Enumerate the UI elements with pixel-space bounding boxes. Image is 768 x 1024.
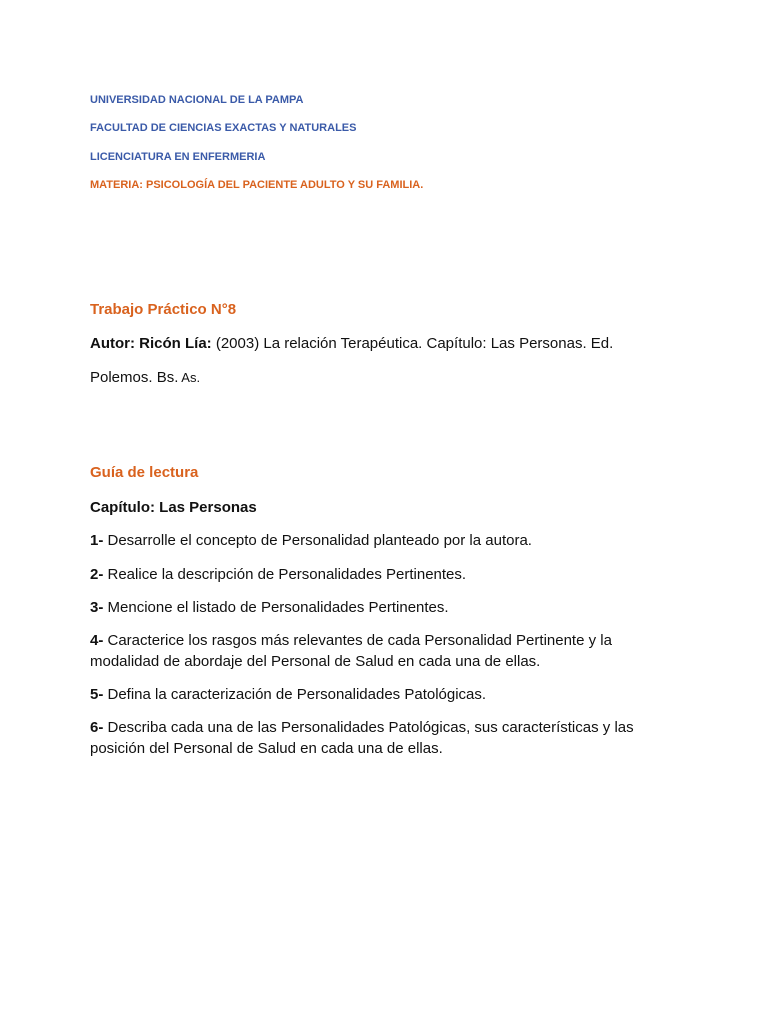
question-text: Realice la descripción de Personalidades Pertinentes. bbox=[103, 566, 467, 583]
question-number: 3- bbox=[90, 599, 104, 616]
question-text: Describa cada una de las Personalidades Patológicas, sus características y las posición del Personal de Salud en cada una de ellas. bbox=[90, 719, 634, 757]
question-item bbox=[90, 530, 650, 551]
publisher-line bbox=[90, 367, 650, 388]
question-item bbox=[90, 630, 650, 672]
question-item bbox=[90, 684, 650, 705]
question-number: 5- bbox=[90, 686, 104, 703]
author-label: Autor: Ricón Lía: bbox=[90, 335, 212, 352]
author-text: (2003) La relación Terapéutica. Capítulo: Las Personas. Ed. bbox=[211, 335, 614, 352]
publisher-text: Polemos. Bs. bbox=[90, 369, 179, 386]
faculty-name: FACULTAD DE CIENCIAS EXACTAS Y NATURALES bbox=[90, 122, 357, 134]
question-item bbox=[90, 717, 650, 759]
degree-name: LICENCIATURA EN ENFERMERIA bbox=[90, 151, 266, 163]
question-number: 2- bbox=[90, 566, 104, 583]
practical-title: Trabajo Práctico N°8 bbox=[90, 301, 237, 318]
question-item bbox=[90, 597, 650, 618]
question-number: 1- bbox=[90, 532, 104, 549]
question-text: Defina la caracterización de Personalidades Patológicas. bbox=[103, 686, 487, 703]
question-number: 6- bbox=[90, 719, 104, 736]
question-text: Mencione el listado de Personalidades Pertinentes. bbox=[103, 599, 449, 616]
question-number: 4- bbox=[90, 632, 104, 649]
chapter-heading: Capítulo: Las Personas bbox=[90, 499, 257, 516]
question-text: Caracterice los rasgos más relevantes de cada Personalidad Pertinente y la modalidad de abordaje del Personal de Salud en cada una de ellas. bbox=[90, 632, 612, 670]
publisher-suffix: As. bbox=[178, 370, 201, 385]
question-item bbox=[90, 564, 650, 585]
question-text: Desarrolle el concepto de Personalidad planteado por la autora. bbox=[103, 532, 532, 549]
guide-title: Guía de lectura bbox=[90, 464, 199, 481]
author-line bbox=[90, 333, 650, 354]
university-name: UNIVERSIDAD NACIONAL DE LA PAMPA bbox=[90, 94, 304, 106]
subject-name: MATERIA: PSICOLOGÍA DEL PACIENTE ADULTO Y SU FAMILIA. bbox=[90, 179, 424, 191]
